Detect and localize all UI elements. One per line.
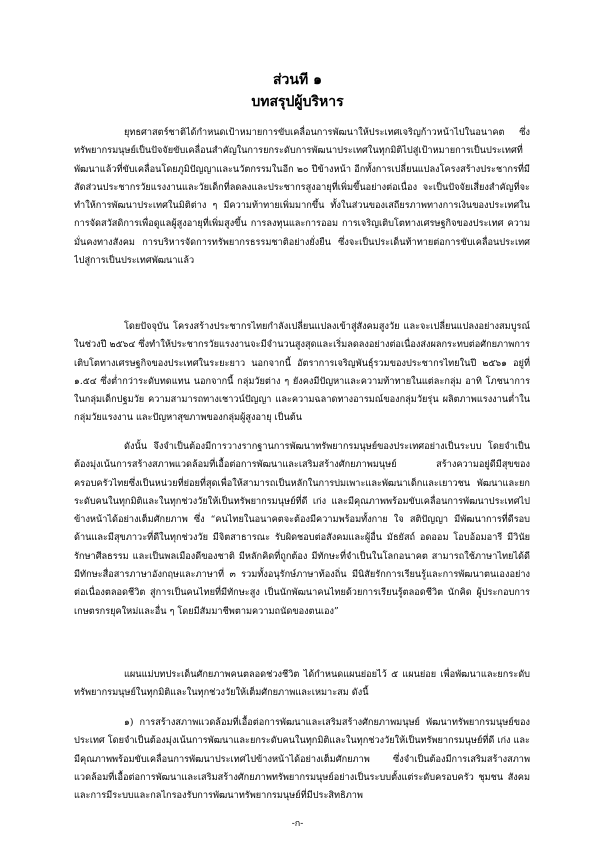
section-number-heading: ส่วนที่ ๑	[273, 72, 322, 88]
body-paragraph: โดยปัจจุบัน โครงสร้างประชากรไทยกำลังเปลี่ยนแปลงเข้าสู่สังคมสูงวัย และจะเปลี่ยนแปลงอย่างสมบูรณ์ในช่วงปี ๒๕๖๔ ซึ่งทำให้ประชากรวัยแรงงานจะมีจำนวนสูงสุดและเริ่มลดลงอย่างต่อเนื่องส่งผลกระทบต่อศักยภาพการเติบโตทางเศรษฐกิจของประเทศในระยะยาว นอกจากนี้ อัตราการเจริญพันธุ์รวมของประชากรไทยในปี ๒๕๖๑ อยู่ที่ ๑.๕๔ ซึ่งต่ำกว่าระดับทดแทน นอกจากนี้ กลุ่มวัยต่าง ๆ ยังคงมีปัญหาและความท้าทายในแต่ละกลุ่ม อาทิ โภชนาการในกลุ่มเด็กปฐมวัย ความสามารถทางเชาวน์ปัญญา และความฉลาดทางอารมณ์ของกลุ่มวัยรุ่น ผลิตภาพแรงงานต่ำในกลุ่มวัยแรงงาน และปัญหาสุขภาพของกลุ่มผู้สูงอายุ เป็นต้น	[74, 321, 530, 424]
body-paragraph: ๑) การสร้างสภาพแวดล้อมที่เอื้อต่อการพัฒนาและเสริมสร้างศักยภาพมนุษย์ พัฒนาทรัพยากรมนุษย์ของประเทศ โดยจำเป็นต้องมุ่งเน้นการพัฒนาและยกระดับคนในทุกมิติและในทุกช่วงวัยให้เป็นทรัพยากรมนุษย์ที่ดี เก่ง และมีคุณภาพพร้อมขับเคลื่อนการพัฒนาประเทศไปข้างหน้าได้อย่างเต็มศักยภาพ ซึ่งจำเป็นต้องมีการเสริมสร้างสภาพแวดล้อมที่เอื้อต่อการพัฒนาและเสริมสร้างศักยภาพทรัพยากรมนุษย์อย่างเป็นระบบตั้งแต่ระดับครอบครัว ชุมชน สังคม และการมีระบบและกลไกรองรับการพัฒนาทรัพยากรมนุษย์ที่มีประสิทธิภาพ	[74, 717, 530, 802]
body-paragraph: ยุทธศาสตร์ชาติได้กำหนดเป้าหมายการขับเคลื่อนการพัฒนาให้ประเทศเจริญก้าวหน้าไปในอนาคต ซึ่งทรัพยากรมนุษย์เป็นปัจจัยขับเคลื่อนสำคัญในการยกระดับการพัฒนาประเทศในทุกมิติไปสู่เป้าหมายการเป็นประเทศที่พัฒนาแล้วที่ขับเคลื่อนโดยภูมิปัญญาและนวัตกรรมในอีก ๒๐ ปีข้างหน้า อีกทั้งการเปลี่ยนแปลงโครงสร้างประชากรที่มีสัดส่วนประชากรวัยแรงงานและวัยเด็กที่ลดลงและประชากรสูงอายุที่เพิ่มขึ้นอย่างต่อเนื่อง จะเป็นปัจจัยเสี่ยงสำคัญที่จะทำให้การพัฒนาประเทศในมิติต่าง ๆ มีความท้าทายเพิ่มมากขึ้น ทั้งในส่วนของเสถียรภาพทางการเงินของประเทศในการจัดสวัสดิการเพื่อดูแลผู้สูงอายุที่เพิ่มสูงขึ้น การลงทุนและการออม การเจริญเติบโตทางเศรษฐกิจของประเทศ ความมั่นคงทางสังคม การบริหารจัดการทรัพยากรธรรมชาติอย่างยั่งยืน ซึ่งจะเป็นประเด็นท้าทายต่อการขับเคลื่อนประเทศไปสู่การเป็นประเทศพัฒนาแล้ว	[74, 127, 530, 267]
document-title: บทสรุปผู้บริหาร	[251, 94, 344, 110]
page-number: -ก-	[291, 819, 304, 829]
body-paragraph: แผนแม่บทประเด็นศักยภาพคนตลอดช่วงชีวิต ได้กำหนดแผนย่อยไว้ ๕ แผนย่อย เพื่อพัฒนาและยกระดับทรัพยากรมนุษย์ในทุกมิติและในทุกช่วงวัยให้เต็มศักยภาพและเหมาะสม ดังนี้	[74, 669, 530, 699]
body-paragraph: ดังนั้น จึงจำเป็นต้องมีการวางรากฐานการพัฒนาทรัพยากรมนุษย์ของประเทศอย่างเป็นระบบ โดยจำเป็นต้องมุ่งเน้นการสร้างสภาพแวดล้อมที่เอื้อต่อการพัฒนาและเสริมสร้างศักยภาพมนุษย์ สร้างความอยู่ดีมีสุขของครอบครัวไทยซึ่งเป็นหน่วยที่ย่อยที่สุดเพื่อให้สามารถเป็นหลักในการบ่มเพาะและพัฒนาเด็กและเยาวชน พัฒนาและยกระดับคนในทุกมิติและในทุกช่วงวัยให้เป็นทรัพยากรมนุษย์ที่ดี เก่ง และมีคุณภาพพร้อมขับเคลื่อนการพัฒนาประเทศไปข้างหน้าได้อย่างเต็มศักยภาพ ซึ่ง “คนไทยในอนาคตจะต้องมีความพร้อมทั้งกาย ใจ สติปัญญา มีพัฒนาการที่ดีรอบด้านและมีสุขภาวะที่ดีในทุกช่วงวัย มีจิตสาธารณะ รับผิดชอบต่อสังคมและผู้อื่น มัธยัสถ์ อดออม โอบอ้อมอารี มีวินัย รักษาศีลธรรม และเป็นพลเมืองดีของชาติ มีหลักคิดที่ถูกต้อง มีทักษะที่จำเป็นในโลกอนาคต สามารถใช้ภาษาไทยได้ดี มีทักษะสื่อสารภาษาอังกฤษและภาษาที่ ๓ รวมทั้งอนุรักษ์ภาษาท้องถิ่น มีนิสัยรักการเรียนรู้และการพัฒนาตนเองอย่างต่อเนื่องตลอดชีวิต สู่การเป็นคนไทยที่มีทักษะสูง เป็นนักพัฒนาคนไทยด้วยการเรียนรู้ตลอดชีวิต นักคิด ผู้ประกอบการ เกษตรกรยุคใหม่และอื่น ๆ โดยมีสัมมาชีพตามความถนัดของตนเอง”	[74, 441, 530, 617]
